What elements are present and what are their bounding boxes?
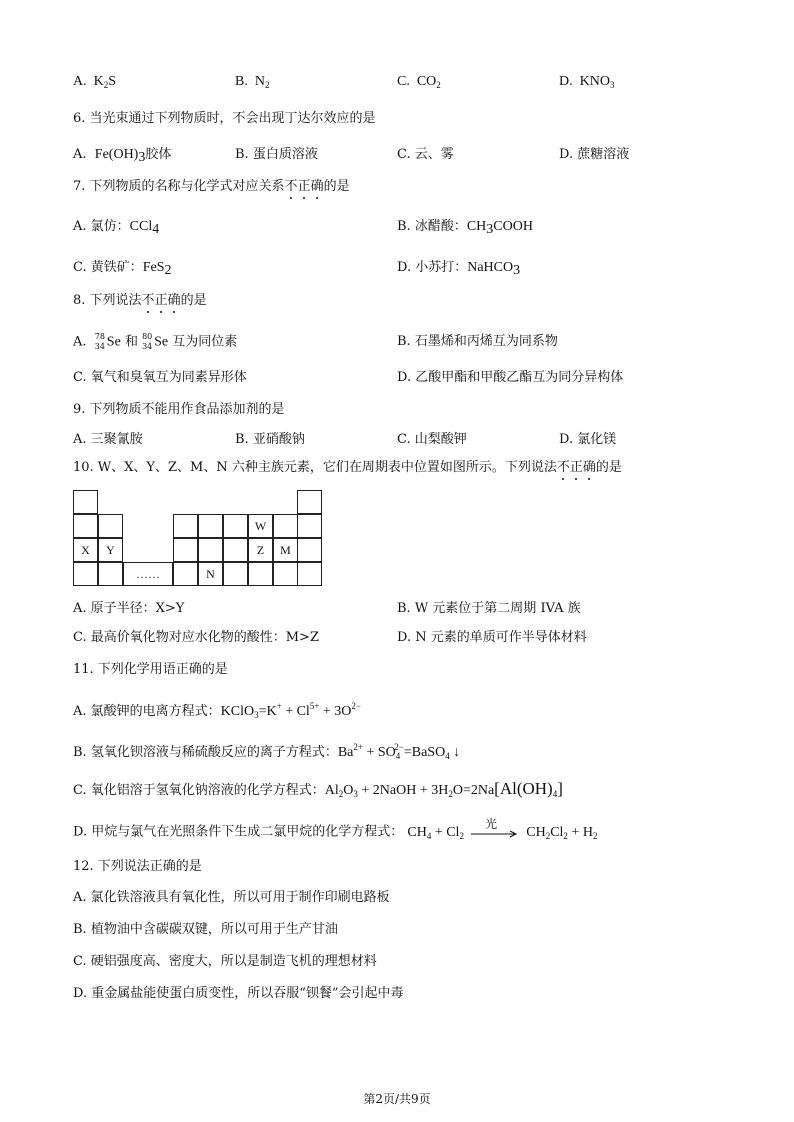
q9-option-c: C. 山梨酸钾	[397, 432, 467, 447]
pt-cell	[73, 514, 98, 538]
pt-cell-m: M	[273, 538, 298, 562]
q9-option-a: A. 三聚氰胺	[73, 432, 143, 447]
q5-option-b: B. $N_2$	[235, 74, 270, 90]
q12-option-d: D. 重金属盐能使蛋白质变性，所以吞服“钡餐”会引起中毒	[73, 986, 404, 1001]
q10-option-d: D. N 元素的单质可作半导体材料	[397, 630, 587, 645]
q10-option-a: A. 原子半径：X>Y	[73, 601, 185, 616]
pt-cell	[173, 562, 198, 586]
q11-option-b: B. 氢氧化钡溶液与稀硫酸反应的离子方程式：$Ba^{2+}$ + $SO_4^{2-}=BaSO_4$ ↓	[73, 742, 461, 761]
pt-cell	[223, 514, 248, 538]
q12-option-b: B. 植物油中含碳碳双键，所以可用于生产甘油	[73, 922, 338, 937]
pt-cell	[198, 538, 223, 562]
q5-option-a: A. $K_2S$	[73, 74, 117, 90]
pt-cell	[223, 538, 248, 562]
pt-cell	[98, 514, 123, 538]
pt-cell	[73, 490, 98, 514]
pt-cell-n: N	[198, 562, 223, 586]
pt-cell-y: Y	[98, 538, 123, 562]
pt-cell	[173, 514, 198, 538]
q6-option-a: A. $Fe(OH)_3$胶体	[73, 147, 172, 165]
q8-option-a: A. 78 34 Se 和 80 34 Se 互为同位素	[73, 332, 238, 351]
q6-stem: 6. 当光束通过下列物质时，不会出现丁达尔效应的是	[73, 111, 376, 126]
q8-option-b: B. 石墨烯和丙烯互为同系物	[397, 334, 558, 349]
pt-cell	[198, 514, 223, 538]
q12-option-a: A. 氯化铁溶液具有氧化性，所以可用于制作印刷电路板	[73, 890, 390, 905]
q8-option-d: D. 乙酸甲酯和甲酸乙酯互为同分异构体	[397, 370, 624, 385]
pt-cell	[248, 562, 273, 586]
pt-cell-ellipsis: ……	[123, 562, 173, 586]
q6-option-b: B. 蛋白质溶液	[235, 147, 318, 162]
q11-option-c: C. 氧化铝溶于氢氧化钠溶液的化学方程式：$Al_2O_3$ + 2NaOH + $3H_2O=2Na[Al(OH)_4]$	[73, 779, 563, 799]
q7-option-d: D. 小苏打：NaHCO$_3$	[397, 260, 521, 278]
pt-cell	[297, 562, 322, 586]
pt-cell	[98, 562, 123, 586]
q9-stem: 9. 下列物质不能用作食品添加剂的是	[73, 402, 285, 417]
reaction-arrow-icon	[471, 817, 519, 841]
q11-option-d: D. 甲烷与氯气在光照条件下生成二氯甲烷的化学方程式： $CH_4 + Cl_2$ 光 $CH_2Cl_2 + H_2$	[73, 817, 598, 841]
pt-cell	[297, 538, 322, 562]
q6-option-d: D. 蔗糖溶液	[559, 147, 630, 162]
isotope-se78: 78 34	[94, 332, 105, 351]
q10-stem: 10. W、X、Y、Z、M、N 六种主族元素，它们在周期表中位置如图所示。下列说法不正确的是	[73, 460, 622, 475]
pt-cell-w: W	[248, 514, 273, 538]
q6-option-c: C. 云、雾	[397, 147, 454, 162]
q11-option-a: A. 氯酸钾的电离方程式：KClO$_3$=K+ + $Cl^{5+} + 3O^{2-}$	[73, 701, 361, 720]
q7-option-a: A. 氯仿：CCl$_4$	[73, 219, 160, 237]
pt-cell	[297, 514, 322, 538]
pt-cell-z: Z	[248, 538, 273, 562]
q5-option-c: C. $CO_2$	[397, 74, 441, 90]
pt-cell	[273, 562, 298, 586]
pt-cell	[297, 490, 322, 514]
q7-option-b: B. 冰醋酸：$CH_3COOH$	[397, 219, 533, 237]
q11-stem: 11. 下列化学用语正确的是	[73, 662, 228, 677]
pt-cell	[173, 538, 198, 562]
q9-option-d: D. 氯化镁	[559, 432, 617, 447]
q8-option-c: C. 氧气和臭氧互为同素异形体	[73, 370, 247, 385]
q10-option-b: B. W 元素位于第二周期 IVA 族	[397, 601, 581, 616]
pt-cell	[223, 562, 248, 586]
pt-cell-x: X	[73, 538, 98, 562]
reaction-condition: 光	[485, 817, 498, 831]
q7-stem: 7. 下列物质的名称与化学式对应关系不正确的是	[73, 179, 350, 194]
q5-option-d: D. $KNO_3$	[559, 74, 615, 90]
q9-option-b: B. 亚硝酸钠	[235, 432, 305, 447]
pt-cell	[73, 562, 98, 586]
q10-option-c: C. 最高价氧化物对应水化物的酸性：M>Z	[73, 630, 319, 645]
q7-option-c: C. 黄铁矿：FeS$_2$	[73, 260, 172, 278]
q8-stem: 8. 下列说法不正确的是	[73, 293, 207, 308]
q12-stem: 12. 下列说法正确的是	[73, 859, 202, 874]
isotope-se80: 80 34	[142, 332, 153, 351]
pt-cell	[273, 514, 298, 538]
q12-option-c: C. 硬铝强度高、密度大，所以是制造飞机的理想材料	[73, 954, 377, 969]
page-footer: 第2页/共9页	[363, 1092, 431, 1106]
